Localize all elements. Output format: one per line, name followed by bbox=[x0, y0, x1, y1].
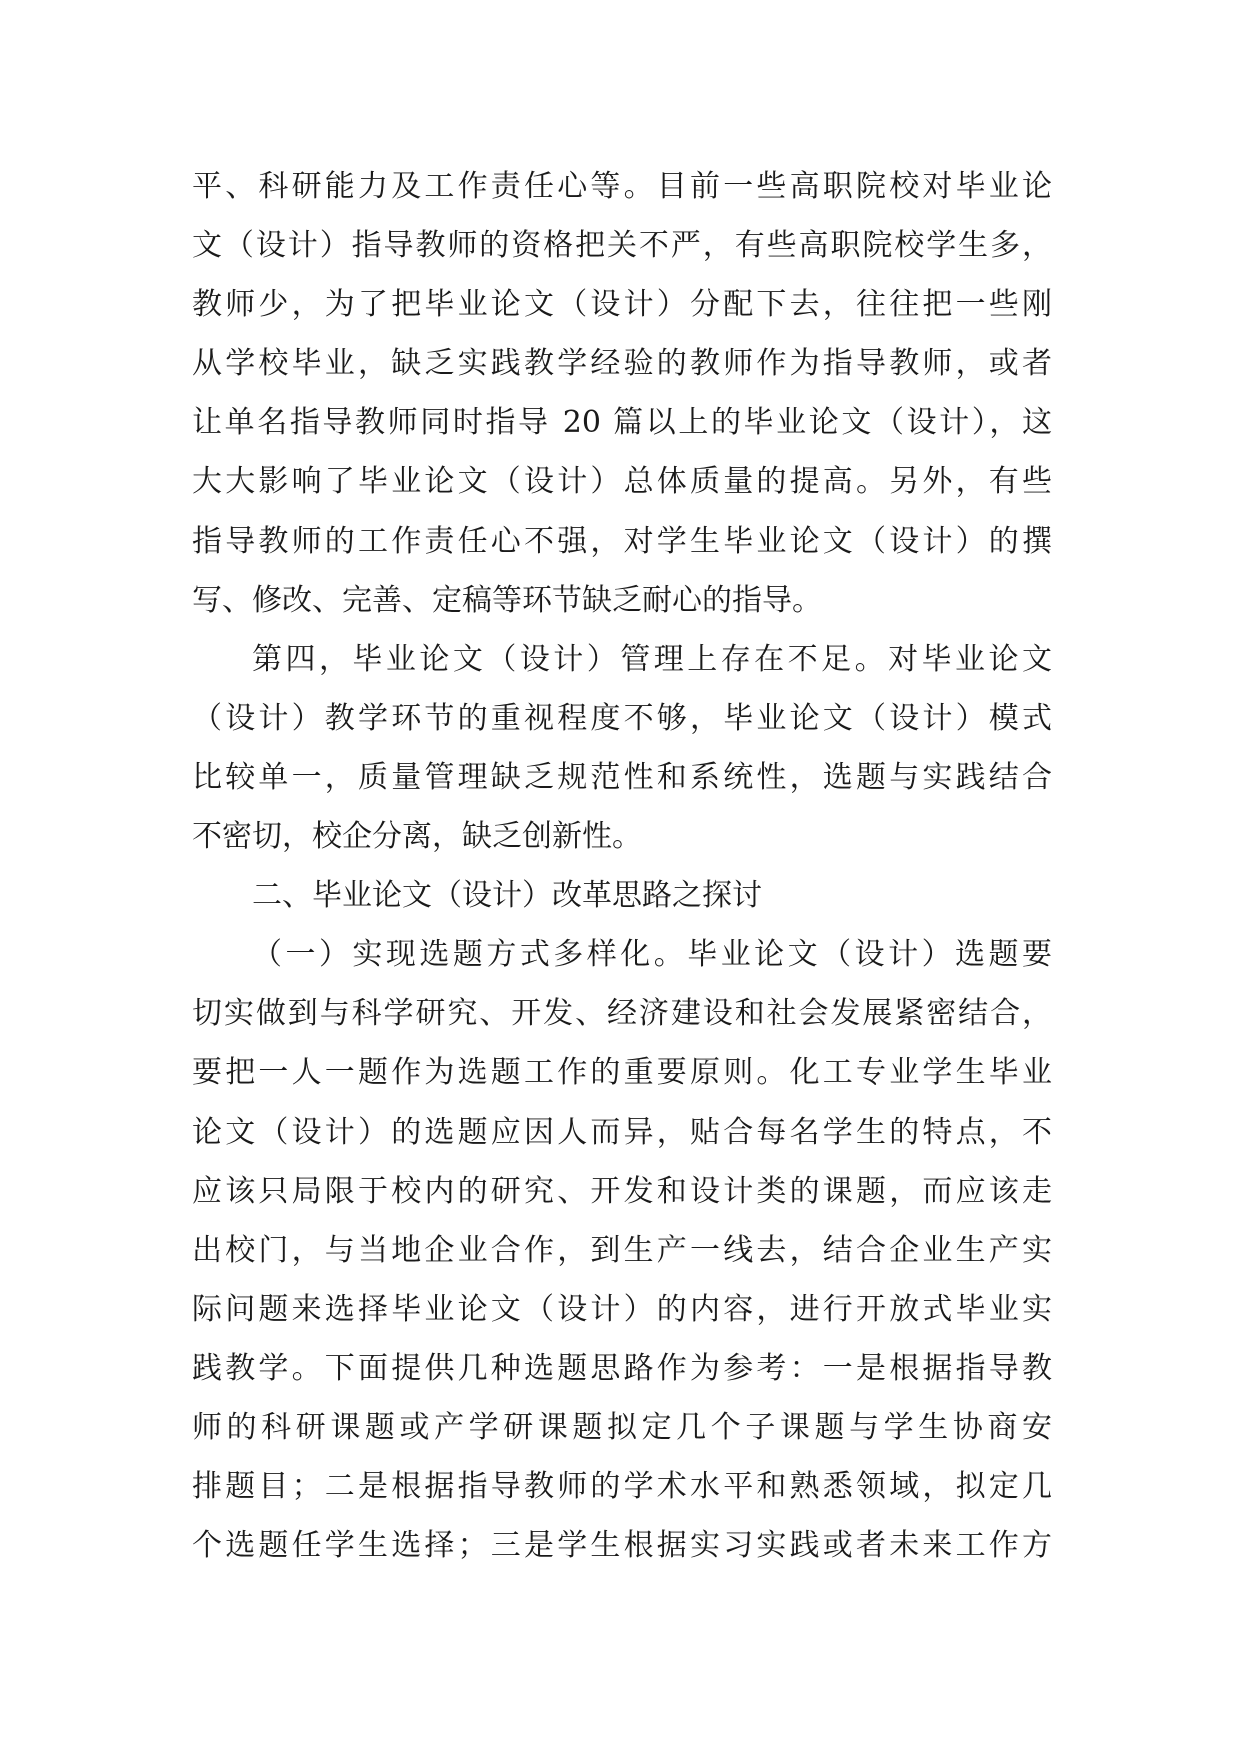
text-line: 个选题任学生选择；三是学生根据实习实践或者未来工作方 bbox=[192, 1528, 1052, 1564]
paragraph-start-line: 第四，毕业论文（设计）管理上存在不足。对毕业论文 bbox=[252, 641, 1052, 677]
text-line: 大大影响了毕业论文（设计）总体质量的提高。另外，有些 bbox=[192, 464, 1052, 500]
text-line: 际问题来选择毕业论文（设计）的内容，进行开放式毕业实 bbox=[192, 1291, 1052, 1327]
text-line: 不密切，校企分离，缺乏创新性。 bbox=[192, 819, 642, 855]
text-line: 践教学。下面提供几种选题思路作为参考：一是根据指导教 bbox=[192, 1350, 1052, 1386]
text-line: 让单名指导教师同时指导 20 篇以上的毕业论文（设计），这 bbox=[192, 405, 1052, 441]
section-heading: 二、毕业论文（设计）改革思路之探讨 bbox=[252, 878, 762, 914]
text-line: 论文（设计）的选题应因人而异，贴合每名学生的特点，不 bbox=[192, 1114, 1052, 1150]
text-line: 从学校毕业，缺乏实践教学经验的教师作为指导教师，或者 bbox=[192, 346, 1052, 382]
text-line: 应该只局限于校内的研究、开发和设计类的课题，而应该走 bbox=[192, 1173, 1052, 1209]
text-line: 师的科研课题或产学研课题拟定几个子课题与学生协商安 bbox=[192, 1409, 1052, 1445]
text-line: 排题目；二是根据指导教师的学术水平和熟悉领域，拟定几 bbox=[192, 1469, 1052, 1505]
text-line: 教师少，为了把毕业论文（设计）分配下去，往往把一些刚 bbox=[192, 287, 1052, 323]
body-text bbox=[192, 157, 1052, 1575]
text-line: 比较单一，质量管理缺乏规范性和系统性，选题与实践结合 bbox=[192, 759, 1052, 795]
text-line: 指导教师的工作责任心不强，对学生毕业论文（设计）的撰 bbox=[192, 523, 1052, 559]
text-line: 写、修改、完善、定稿等环节缺乏耐心的指导。 bbox=[192, 582, 822, 618]
text-line: （设计）教学环节的重视程度不够，毕业论文（设计）模式 bbox=[192, 700, 1052, 736]
text-line: 出校门，与当地企业合作，到生产一线去，结合企业生产实 bbox=[192, 1232, 1052, 1268]
paragraph-start-line: （一）实现选题方式多样化。毕业论文（设计）选题要 bbox=[252, 937, 1052, 973]
text-line: 平、科研能力及工作责任心等。目前一些高职院校对毕业论 bbox=[192, 169, 1052, 204]
text-line: 要把一人一题作为选题工作的重要原则。化工专业学生毕业 bbox=[192, 1055, 1052, 1091]
text-line: 文（设计）指导教师的资格把关不严，有些高职院校学生多， bbox=[192, 228, 1052, 264]
text-line: 切实做到与科学研究、开发、经济建设和社会发展紧密结合， bbox=[192, 996, 1052, 1032]
